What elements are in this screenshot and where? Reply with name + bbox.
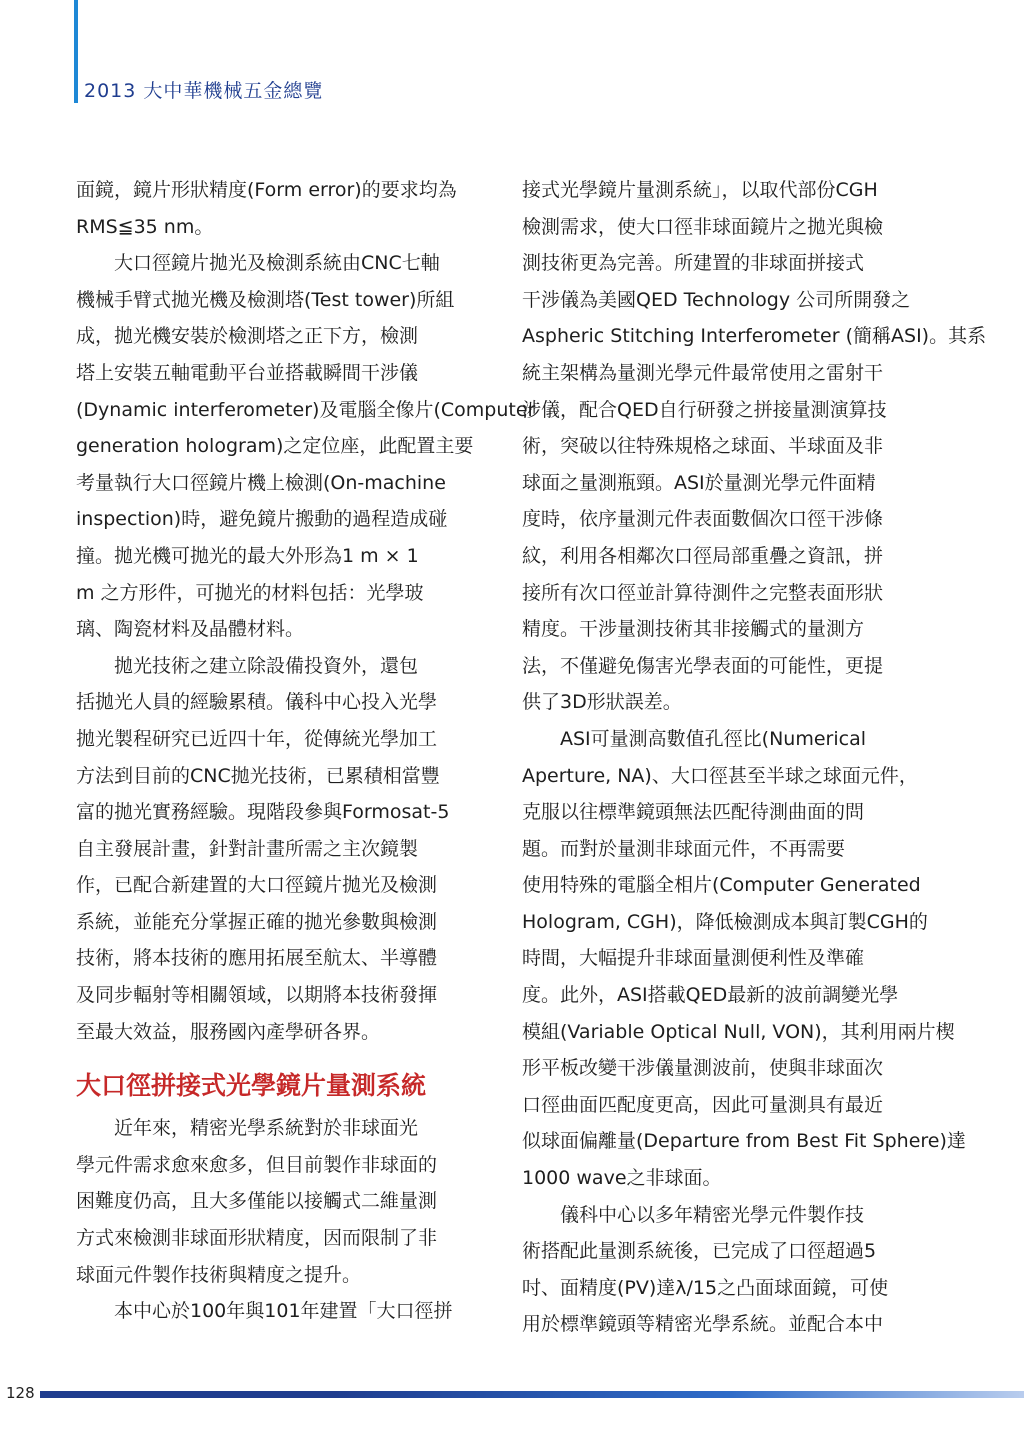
right-para-2 xyxy=(522,721,966,1197)
text-line: 題。而對於量測非球面元件，不再需要 xyxy=(522,837,846,860)
text-line: 接所有次口徑並計算待測件之完整表面形狀 xyxy=(522,581,884,604)
text-line: 撞。拋光機可拋光的最大外形為1 m × 1 xyxy=(76,544,419,567)
text-line: 及同步輻射等相關領域，以期將本技術發揮 xyxy=(76,984,438,1007)
page-number: 128 xyxy=(6,1384,35,1402)
text-line: 系統，並能充分掌握正確的拋光參數與檢測 xyxy=(76,910,438,933)
text-line: 檢測需求，使大口徑非球面鏡片之拋光與檢 xyxy=(522,215,884,238)
text-line: 大口徑鏡片拋光及檢測系統由CNC七軸 xyxy=(76,252,440,275)
text-line: (Dynamic interferometer)及電腦全像片(Computer xyxy=(76,398,536,421)
text-line: 形平板改變干涉儀量測波前，使與非球面次 xyxy=(522,1057,884,1080)
text-line: 拋光製程研究已近四十年，從傳統光學加工 xyxy=(76,727,438,750)
text-line: 統主架構為量測光學元件最常使用之雷射干 xyxy=(522,361,884,384)
text-line: 測技術更為完善。所建置的非球面拼接式 xyxy=(522,252,865,275)
text-line: 球面之量測瓶頸。ASI於量測光學元件面精 xyxy=(522,471,876,494)
text-line: 成，拋光機安裝於檢測塔之正下方，檢測 xyxy=(76,325,419,348)
text-line: m 之方形件，可拋光的材料包括：光學玻 xyxy=(76,581,424,604)
text-line: 括拋光人員的經驗累積。儀科中心投入光學 xyxy=(76,691,438,714)
text-line: 干涉儀為美國QED Technology 公司所開發之 xyxy=(522,288,911,311)
text-line: 度。此外，ASI搭載QED最新的波前調變光學 xyxy=(522,984,899,1007)
left-column xyxy=(76,172,536,1330)
left-para-1 xyxy=(76,172,476,245)
text-line: 至最大效益，服務國內產學研各界。 xyxy=(76,1020,381,1043)
text-line: 塔上安裝五軸電動平台並搭載瞬間干涉儀 xyxy=(76,361,419,384)
text-line: 本中心於100年與101年建置「大口徑拼 xyxy=(76,1300,453,1323)
right-para-1 xyxy=(522,172,987,721)
text-line: 自主發展計畫，針對計畫所需之主次鏡製 xyxy=(76,837,419,860)
text-line: 法，不僅避免傷害光學表面的可能性，更提 xyxy=(522,654,884,677)
left-para-3 xyxy=(76,648,476,1051)
text-line: 璃、陶瓷材料及晶體材料。 xyxy=(76,618,305,641)
text-line: 拋光技術之建立除設備投資外，還包 xyxy=(76,654,419,677)
text-line: 術，突破以往特殊規格之球面、半球面及非 xyxy=(522,435,884,458)
text-line: 接式光學鏡片量測系統」，以取代部份CGH xyxy=(522,179,878,201)
text-line: 近年來，精密光學系統對於非球面光 xyxy=(76,1117,419,1140)
text-line: 富的拋光實務經驗。現階段參與Formosat-5 xyxy=(76,801,450,824)
text-line: 球面元件製作技術與精度之提升。 xyxy=(76,1263,362,1286)
text-line: 供了3D形狀誤差。 xyxy=(522,691,682,714)
text-line: 機械手臂式拋光機及檢測塔(Test tower)所組 xyxy=(76,288,455,311)
text-line: 學元件需求愈來愈多，但目前製作非球面的 xyxy=(76,1153,438,1176)
section-heading: 大口徑拼接式光學鏡片量測系統 xyxy=(76,1071,427,1101)
text-line: 似球面偏離量(Departure from Best Fit Sphere)達 xyxy=(522,1130,966,1153)
text-line: 度時，依序量測元件表面數個次口徑干涉條 xyxy=(522,508,884,531)
text-line: 吋、面精度(PV)達λ/15之凸面球面鏡，可使 xyxy=(522,1276,889,1299)
right-column xyxy=(522,172,987,1343)
text-line: 作，已配合新建置的大口徑鏡片拋光及檢測 xyxy=(76,874,438,897)
text-line: 口徑曲面匹配度更高，因此可量測具有最近 xyxy=(522,1093,884,1116)
text-line: Aspheric Stitching Interferometer (簡稱ASI)。其系 xyxy=(522,325,987,348)
text-line: 考量執行大口徑鏡片機上檢測(On-machine xyxy=(76,471,446,494)
header-accent-bar xyxy=(74,0,78,103)
text-line: 精度。干涉量測技術其非接觸式的量測方 xyxy=(522,618,865,641)
text-line: Aperture, NA)、大口徑甚至半球之球面元件， xyxy=(522,764,918,787)
left-para-5 xyxy=(76,1293,476,1330)
text-line: 儀科中心以多年精密光學元件製作技 xyxy=(522,1203,865,1226)
text-line: 方式來檢測非球面形狀精度，因而限制了非 xyxy=(76,1227,438,1250)
text-line: 紋，利用各相鄰次口徑局部重疊之資訊，拼 xyxy=(522,544,884,567)
text-line: 面鏡，鏡片形狀精度(Form error)的要求均為 xyxy=(76,179,457,201)
text-line: 1000 wave之非球面。 xyxy=(522,1167,722,1190)
text-line: 技術，將本技術的應用拓展至航太、半導體 xyxy=(76,947,438,970)
footer-rule xyxy=(40,1391,1024,1398)
text-line: ASI可量測高數值孔徑比(Numerical xyxy=(522,727,866,750)
left-para-2 xyxy=(76,245,536,648)
text-line: Hologram, CGH)，降低檢測成本與訂製CGH的 xyxy=(522,910,928,933)
running-header-title: 2013 大中華機械五金總覽 xyxy=(84,80,324,102)
text-line: 困難度仍高，且大多僅能以接觸式二維量測 xyxy=(76,1190,438,1213)
text-line: 方法到目前的CNC拋光技術，已累積相當豐 xyxy=(76,764,440,787)
text-line: 用於標準鏡頭等精密光學系統。並配合本中 xyxy=(522,1313,884,1336)
right-para-3 xyxy=(522,1197,922,1343)
text-line: generation hologram)之定位座，此配置主要 xyxy=(76,435,474,458)
text-line: 術搭配此量測系統後，已完成了口徑超過5 xyxy=(522,1240,877,1263)
text-line: 涉儀，配合QED自行研發之拼接量測演算技 xyxy=(522,398,887,421)
text-line: 使用特殊的電腦全相片(Computer Generated xyxy=(522,874,921,897)
text-line: 模組(Variable Optical Null, VON)，其利用兩片楔 xyxy=(522,1020,955,1043)
text-line: RMS≦35 nm。 xyxy=(76,215,214,238)
text-line: 克服以往標準鏡頭無法匹配待測曲面的問 xyxy=(522,801,865,824)
text-line: inspection)時，避免鏡片搬動的過程造成碰 xyxy=(76,508,448,531)
text-line: 時間，大幅提升非球面量測便利性及準確 xyxy=(522,947,865,970)
left-para-4 xyxy=(76,1110,476,1293)
